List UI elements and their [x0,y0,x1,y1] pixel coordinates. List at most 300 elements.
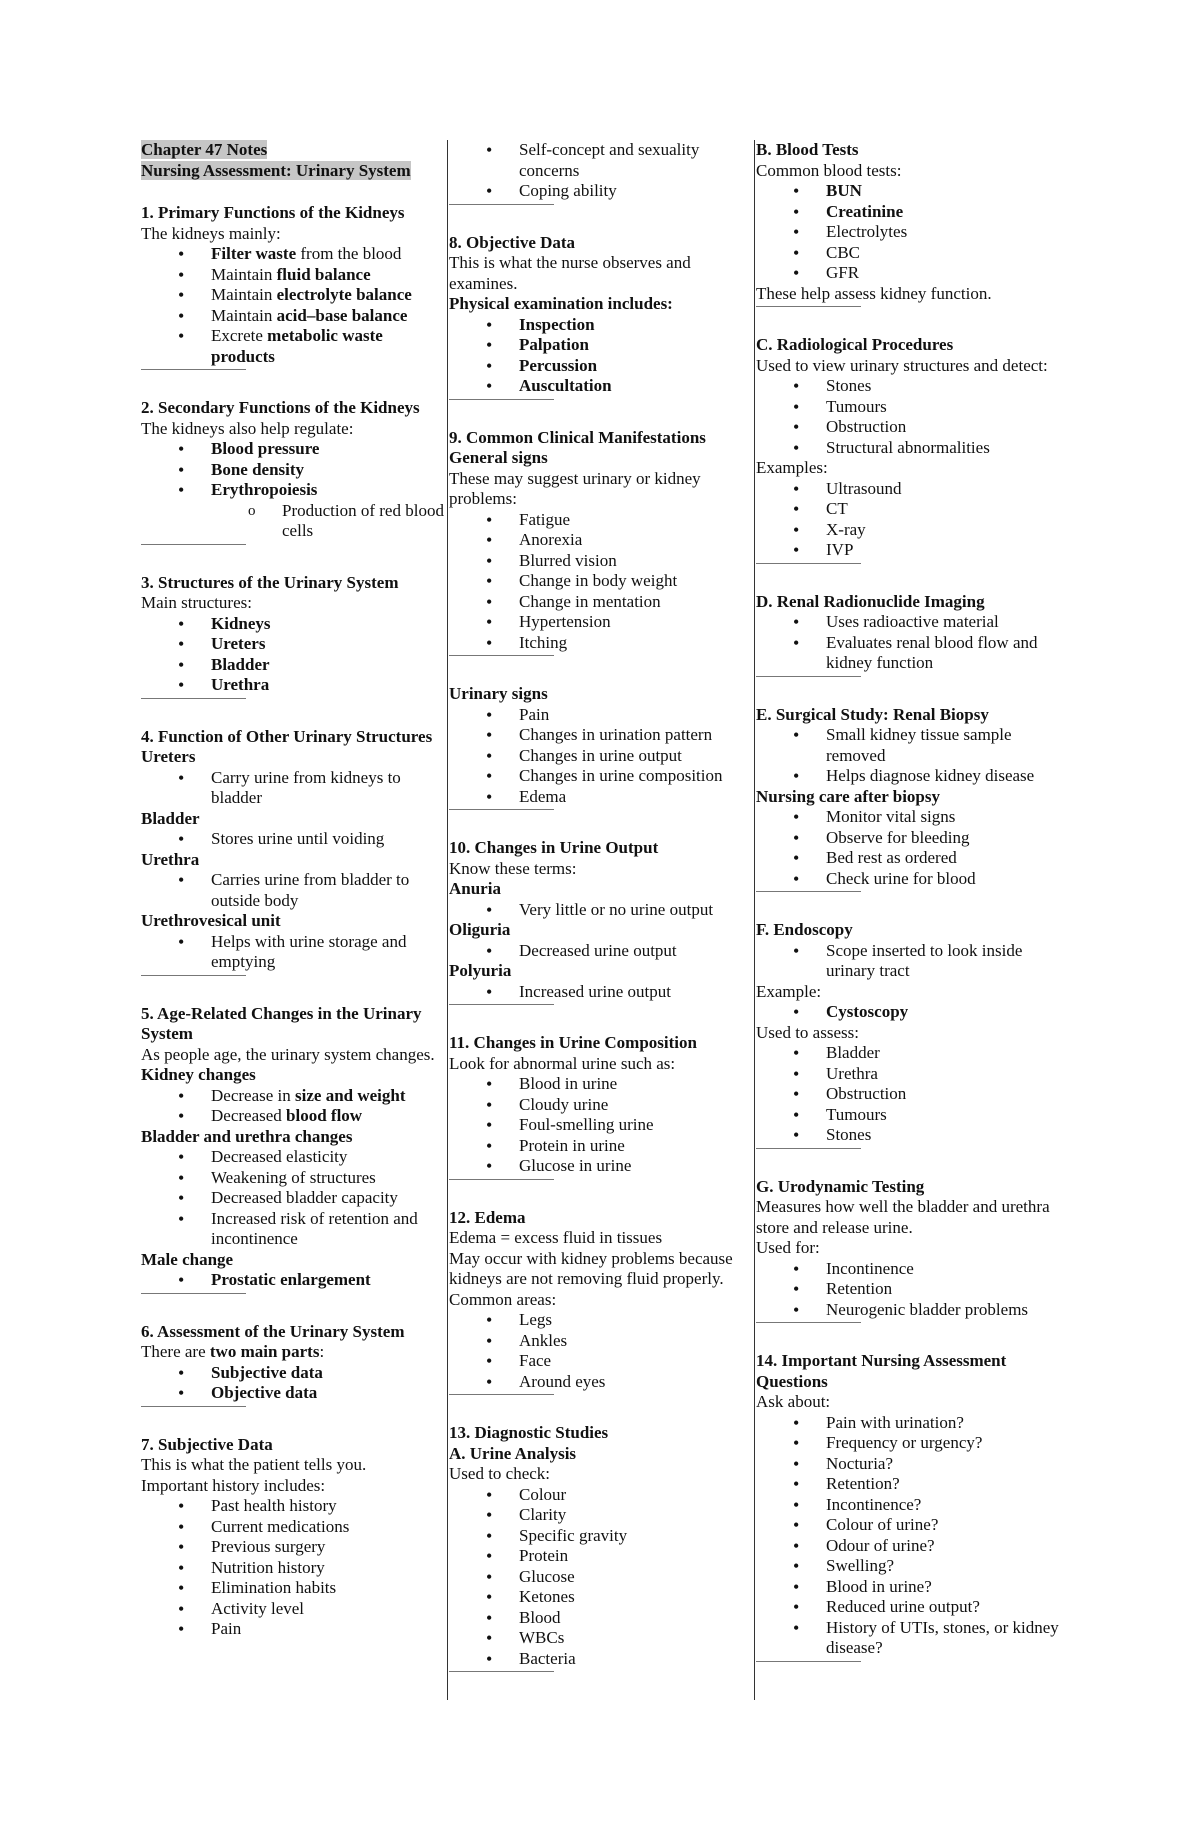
note-section [141,203,447,370]
body-text: Example: [756,981,822,1001]
text-run: Decreased [211,1106,287,1125]
bold-text: Creatinine [826,201,904,221]
list-item [756,1064,1064,1085]
section-heading: 13. Diagnostic Studies [449,1423,609,1442]
text-run: Colour of urine? [826,1515,939,1534]
list-item [449,1351,754,1372]
text-run: Monitor vital signs [826,807,956,826]
text-run: Scope inserted to look inside urinary tract [826,940,1023,980]
list-item [756,612,1064,633]
body-text: Used to view urinary structures and detect: [756,355,1048,375]
text-run: Nocturia? [826,1453,894,1473]
bold-text: Bone density [211,459,305,479]
list-item [449,530,754,551]
text-run: Pain with urination? [826,1412,964,1432]
list-item [756,520,1064,541]
bold-text: Kidneys [211,613,271,633]
text-run: Carry urine from kidneys to bladder [211,767,401,807]
bullet-list [449,315,754,397]
text-run: CT [826,499,848,518]
list-item [141,1188,447,1209]
text-run: Activity level [211,1598,305,1618]
list-item [141,439,447,460]
bold-text: metabolic waste products [211,326,383,366]
text-run: Coping ability [519,181,617,200]
list-item [756,263,1064,284]
text-run: Nutrition history [211,1557,325,1577]
bullet-list [756,1413,1064,1659]
list-item [756,828,1064,849]
list-item [141,675,447,696]
list-item [141,1209,447,1250]
text-run: Cloudy urine [519,1094,609,1114]
list-item [756,1618,1064,1659]
bullet-list [756,1259,1064,1321]
text-run: Decreased bladder capacity [211,1188,398,1207]
list-item [141,655,447,676]
list-item [449,356,754,377]
note-section [756,705,1064,893]
bold-text: size and weight [295,1085,406,1105]
note-section [141,398,447,545]
body-text: Common areas: [449,1289,557,1309]
list-item [756,540,1064,561]
list-item [141,932,447,973]
section-rule [449,399,554,400]
list-item [449,766,754,787]
bullet-list [449,140,754,202]
text-run: Frequency or urgency? [826,1433,983,1452]
note-section [756,592,1064,677]
text-run: Edema [519,786,567,806]
list-item [756,222,1064,243]
bold-text: electrolyte balance [276,285,412,304]
text-run: Changes in urine composition [519,766,723,785]
text-run: Legs [519,1310,553,1329]
section-heading: 3. Structures of the Urinary System [141,572,399,592]
body-text: Used to assess: [756,1022,859,1042]
text-run: : [319,1342,325,1361]
text-run: Maintain [211,305,277,325]
column-divider-left [447,140,448,1700]
text-run: Urethra [826,1063,878,1083]
bold-text: blood flow [286,1106,363,1125]
text-run: Odour of urine? [826,1535,935,1555]
section-rule [141,698,246,699]
text-run: Very little or no urine output [519,899,714,919]
list-item [449,1156,754,1177]
list-item [449,1505,754,1526]
section-rule [756,891,861,892]
section-rule [141,1406,246,1407]
text-run: Incontinence [826,1258,914,1278]
text-run: Current medications [211,1516,350,1536]
section-heading: 8. Objective Data [449,232,576,252]
text-run: Swelling? [826,1556,894,1575]
section-heading: 1. Primary Functions of the Kidneys [141,203,405,222]
bold-text: two main parts [209,1342,320,1361]
subheading: Urethra [141,849,200,869]
text-run: Itching [519,632,568,652]
note-section [449,1208,754,1396]
body-text: Know these terms: [449,858,577,878]
list-item [141,326,447,367]
text-run: X-ray [826,519,866,539]
list-item [449,787,754,808]
text-run: There are [141,1342,210,1361]
list-item [449,1526,754,1547]
column-divider-right [754,140,755,1700]
section-heading: C. Radiological Procedures [756,335,954,354]
subheading: Physical examination includes: [449,294,673,313]
text-run: Carries urine from bladder to outside body [211,870,410,910]
section-heading: 5. Age-Related Changes in the Urinary System [141,1003,422,1043]
text-run: Obstruction [826,1084,907,1103]
list-item [756,1084,1064,1105]
text-run: Change in body weight [519,571,678,590]
list-item [756,1536,1064,1557]
notes-column-3 [756,140,1064,1690]
bullet-list [141,1363,447,1404]
list-item [449,705,754,726]
subheading: General signs [449,448,548,467]
list-item [141,1086,447,1107]
subheading: Bladder and urethra changes [141,1126,353,1146]
list-item [449,571,754,592]
section-heading: 6. Assessment of the Urinary System [141,1321,405,1341]
subheading: Polyuria [449,961,512,980]
list-item [141,634,447,655]
notes-column-1 [141,140,447,1668]
subheading: Urethrovesical unit [141,911,281,930]
section-rule [449,1671,554,1672]
bullet-list [141,870,447,911]
list-item [141,829,447,850]
list-item [141,306,447,327]
list-item [756,499,1064,520]
list-item [449,315,754,336]
list-item [756,1515,1064,1536]
list-item [449,982,754,1003]
bullet-list [449,941,754,962]
text-run: Decreased urine output [519,940,677,960]
list-item [449,592,754,613]
text-run: Past health history [211,1496,337,1515]
text-run: Increased urine output [519,981,671,1001]
list-item [756,1125,1064,1146]
bullet-list [141,1496,447,1640]
text-run: Blurred vision [519,550,617,570]
text-run: Glucose [519,1566,575,1586]
list-item [756,1002,1064,1023]
text-run: Blood in urine? [826,1576,932,1596]
list-item [756,1433,1064,1454]
bullet-list [756,725,1064,787]
body-text [141,1342,447,1363]
subheading: Ureters [141,747,196,766]
list-item [449,1587,754,1608]
section-heading: G. Urodynamic Testing [756,1176,925,1196]
list-item [449,746,754,767]
bullet-list [756,1002,1064,1023]
list-item [449,181,754,202]
list-item [141,1168,447,1189]
section-heading: 14. Important Nursing Assessment Questions [756,1351,1007,1391]
bullet-list [141,768,447,809]
bullet-list [141,932,447,973]
body-text: Edema = excess fluid in tissues [449,1228,663,1247]
section-heading: 4. Function of Other Urinary Structures [141,726,433,746]
list-item [756,1413,1064,1434]
list-item [756,941,1064,982]
list-item [449,335,754,356]
sub-list-item [141,501,447,542]
list-item [756,376,1064,397]
text-run: Elimination habits [211,1578,337,1597]
subheading: Anuria [449,879,501,898]
text-run: IVP [826,540,854,559]
list-item [449,941,754,962]
text-run: Tumours [826,396,887,416]
bold-text: Palpation [519,335,589,354]
list-item [141,1619,447,1640]
note-section [449,140,754,205]
bold-text: Bladder [211,654,270,674]
list-item [756,181,1064,202]
notes-column-2 [449,140,754,1700]
section-rule [449,1394,554,1395]
bold-text: Filter waste [211,244,297,263]
text-run: Stones [826,376,872,395]
bullet-list [141,439,447,542]
section-rule [756,306,861,307]
list-item [756,1597,1064,1618]
list-item [756,1474,1064,1495]
section-rule [141,975,246,976]
bullet-list [756,612,1064,674]
list-item [141,285,447,306]
section-rule [449,204,554,205]
list-item [141,480,447,501]
body-text: Used for: [756,1238,820,1257]
text-run: Blood [519,1607,561,1627]
section-heading: E. Surgical Study: Renal Biopsy [756,704,989,724]
text-run: Stores urine until voiding [211,829,385,848]
list-item [141,1599,447,1620]
list-item [756,1105,1064,1126]
bullet-list [449,900,754,921]
text-run: Production of red blood cells [282,500,444,540]
section-heading: D. Renal Radionuclide Imaging [756,591,985,611]
bullet-list [756,181,1064,284]
list-item [449,1628,754,1649]
text-run: Foul-smelling urine [519,1115,654,1134]
text-run: Retention [826,1279,893,1298]
text-run: Maintain [211,285,277,304]
list-item [756,243,1064,264]
bold-text: acid–base balance [276,305,408,325]
list-item [141,1363,447,1384]
section-heading: 7. Subjective Data [141,1434,273,1454]
text-run: Bacteria [519,1648,576,1668]
body-text: Common blood tests: [756,160,902,180]
subheading: A. Urine Analysis [449,1443,577,1463]
text-run: Specific gravity [519,1525,628,1545]
note-section [449,1033,754,1180]
bold-text: Percussion [519,355,598,375]
section-rule [449,809,554,810]
body-text: These may suggest urinary or kidney problems: [449,468,701,508]
body-text: This is what the patient tells you. [141,1455,367,1474]
text-run: WBCs [519,1628,565,1647]
bullet-list [449,1074,754,1177]
text-run: Increased risk of retention and incontinence [211,1208,418,1248]
text-run: Pain [211,1619,242,1638]
list-item [449,1649,754,1670]
list-item [756,1577,1064,1598]
list-item [141,1106,447,1127]
note-section [449,838,754,1005]
text-run: Obstruction [826,417,907,436]
note-section [756,1351,1064,1662]
section-heading: B. Blood Tests [756,140,859,159]
text-run: Helps diagnose kidney disease [826,766,1035,785]
section-rule [141,369,246,370]
bold-text: Ureters [211,634,266,653]
text-run: Previous surgery [211,1537,326,1556]
text-run: Changes in urination pattern [519,725,713,744]
note-section [141,573,447,699]
list-item [449,510,754,531]
text-run: Ketones [519,1587,575,1606]
list-item [449,1074,754,1095]
list-item [141,1496,447,1517]
list-item [449,1372,754,1393]
text-run: Check urine for blood [826,868,976,888]
bullet-list [756,941,1064,982]
bold-text: Auscultation [519,376,612,395]
text-run: Face [519,1351,552,1370]
list-item [449,1546,754,1567]
note-section [141,1322,447,1407]
bold-text: fluid balance [276,264,371,284]
list-item [756,202,1064,223]
text-run: Maintain [211,264,277,284]
document-subtitle: Nursing Assessment: Urinary System [141,160,411,180]
text-run: Ultrasound [826,478,902,498]
note-section [449,684,754,810]
subheading: Nursing care after biopsy [756,786,941,806]
list-item [756,1495,1064,1516]
section-heading: Urinary signs [449,684,548,703]
list-item [141,1537,447,1558]
text-run: Protein in urine [519,1135,625,1155]
text-run: Clarity [519,1505,567,1524]
list-item [449,633,754,654]
subheading: Oliguria [449,920,511,939]
list-item [141,768,447,809]
bold-text: Subjective data [211,1362,323,1382]
subheading: Bladder [141,808,200,828]
text-run: Bed rest as ordered [826,848,957,867]
list-item [756,417,1064,438]
text-run: History of UTIs, stones, or kidney disease? [826,1617,1059,1657]
section-rule [449,655,554,656]
note-section [449,233,754,400]
section-rule [756,563,861,564]
list-item [756,807,1064,828]
list-item [141,1578,447,1599]
section-heading: F. Endoscopy [756,920,853,939]
bold-text: Objective data [211,1383,318,1402]
text-run: Weakening of structures [211,1167,376,1187]
section-rule [141,1293,246,1294]
note-section [141,1435,447,1640]
text-run: Evaluates renal blood flow and kidney function [826,632,1038,672]
body-text: Look for abnormal urine such as: [449,1053,676,1073]
list-item [756,633,1064,674]
bullet-list [141,1270,447,1291]
list-item [756,1043,1064,1064]
text-run: Tumours [826,1104,887,1124]
bullet-list [449,705,754,808]
text-run: Glucose in urine [519,1156,632,1175]
list-item [449,1115,754,1136]
list-item [449,900,754,921]
text-run: Observe for bleeding [826,827,970,847]
text-run: CBC [826,242,861,262]
bold-text: BUN [826,181,862,200]
column-1-sections [141,203,447,1640]
text-run: Anorexia [519,530,583,549]
section-rule [756,1322,861,1323]
list-item [449,376,754,397]
list-item [756,1259,1064,1280]
list-item [141,1147,447,1168]
text-run: Retention? [826,1474,900,1493]
list-item [141,870,447,911]
list-item [449,725,754,746]
bold-text: Blood pressure [211,439,320,458]
text-run: Decreased elasticity [211,1147,348,1166]
text-run: Helps with urine storage and emptying [211,931,407,971]
text-run: Self-concept and sexuality concerns [519,140,700,180]
text-run: Changes in urine output [519,745,682,765]
list-item [141,614,447,635]
bullet-list [449,1310,754,1392]
note-section [756,920,1064,1149]
subheading: Kidney changes [141,1065,256,1084]
list-item [449,1310,754,1331]
text-run: Protein [519,1546,569,1565]
body-text: These help assess kidney function. [756,283,992,303]
text-run: Colour [519,1484,567,1504]
text-run: Incontinence? [826,1494,922,1514]
list-item [756,869,1064,890]
list-item [449,1095,754,1116]
section-rule [141,544,246,545]
section-rule [756,676,861,677]
text-run: Decrease in [211,1085,296,1105]
body-text: Used to check: [449,1464,551,1483]
note-section [449,1423,754,1672]
body-text: Important history includes: [141,1475,326,1495]
list-item [449,1136,754,1157]
bullet-list [756,479,1064,561]
list-item [141,460,447,481]
body-text: Main structures: [141,593,252,612]
section-heading: 9. Common Clinical Manifestations [449,427,706,447]
